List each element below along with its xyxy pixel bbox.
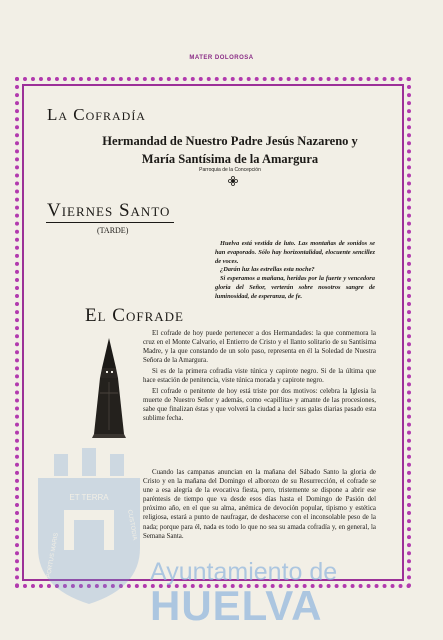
watermark-line1: Ayuntamiento de [150,558,338,586]
article-paragraph: El cofrade o penitente de hoy está triste por dos motivos: celebra la Iglesia la muerte de Nuestro Señor y además, como «capillita» y amante de las procesiones, sabe que finalizan éstas y que volverá la ciudad a lucir sus galas diarias pasado esta sublime fecha. [143,387,376,423]
seal-text-top: ET TERRA [69,493,109,502]
article-body [143,329,376,425]
section-title-cofradia: La Cofradía [47,105,146,124]
parish-name: Parroquia de la Concepción [199,167,261,173]
poetic-intro [215,240,375,302]
flower-ornament-icon [228,176,238,186]
article-paragraph: El cofrade de hoy puede pertenecer a dos Hermandades: la que conmemora la cruz en el Monte Calvario, el Entierro de Cristo y el llanto solitario de su Santísima Madre, y la que constando de un solo paso, representa en él la Soledad de Nuestra Señora de la Amargura. [143,330,376,365]
running-head: MATER DOLOROSA [189,55,254,61]
section-subtitle: (TARDE) [97,226,129,235]
brotherhood-name-line2: María Santísima de la Amargura [141,152,319,166]
watermark-line2: HUELVA [150,582,323,629]
brotherhood-name-line1: Hermandad de Nuestro Padre Jesús Nazareno y [102,134,358,148]
article-paragraph: Cuando las campanas anuncian en la mañana del Sábado Santo la gloria de Cristo y en la mañana del Domingo el alborozo de su Resurrección, el cofrade se une a esa alegría de la evocativa fiesta, pero, tristemente se dispone a abrir ese paréntesis de tiempo que va desde esos días hasta el Domingo de Pasión del próximo año, en el que su alma, anémica de devoción popular, tipismo y estética religiosa, estará a punto de naufragar, de deshacerse con el inconsolable peso de la nada; porque para él, nada es todo lo que no sea su amada cofradía y, en general, la Semana Santa. [143,469,376,540]
title-underline [46,222,174,223]
article-body-continued [143,468,376,541]
poem-paragraph: Huelva está vestida de luto. Las montañas de sonidos se han evaporado. Sólo hay horizontalidad, elocuente sencillez de voces. [215,240,375,265]
seal-text-left: PORTUS MARIS [46,532,60,579]
section-title-el-cofrade: El Cofrade [85,305,184,326]
nazarene-penitent-illustration [88,338,130,438]
section-title-viernes-santo: Viernes Santo [47,200,171,221]
article-paragraph: Si es de la primera cofradía viste túnica y capirote negro. Si de la última que hace estación de penitencia, viste túnica morada y capirote negro. [143,368,376,385]
poem-paragraph: Si esperamos a mañana, heridas por la fuerte y vencedora gloria del Señor, verterán sobre nosotros sangre de luminosidad, de esperanza, de fe. [215,275,375,300]
poem-paragraph: ¿Darán luz las estrellas esta noche? [220,266,315,274]
seal-text-right: CUSTODIA [126,509,138,541]
